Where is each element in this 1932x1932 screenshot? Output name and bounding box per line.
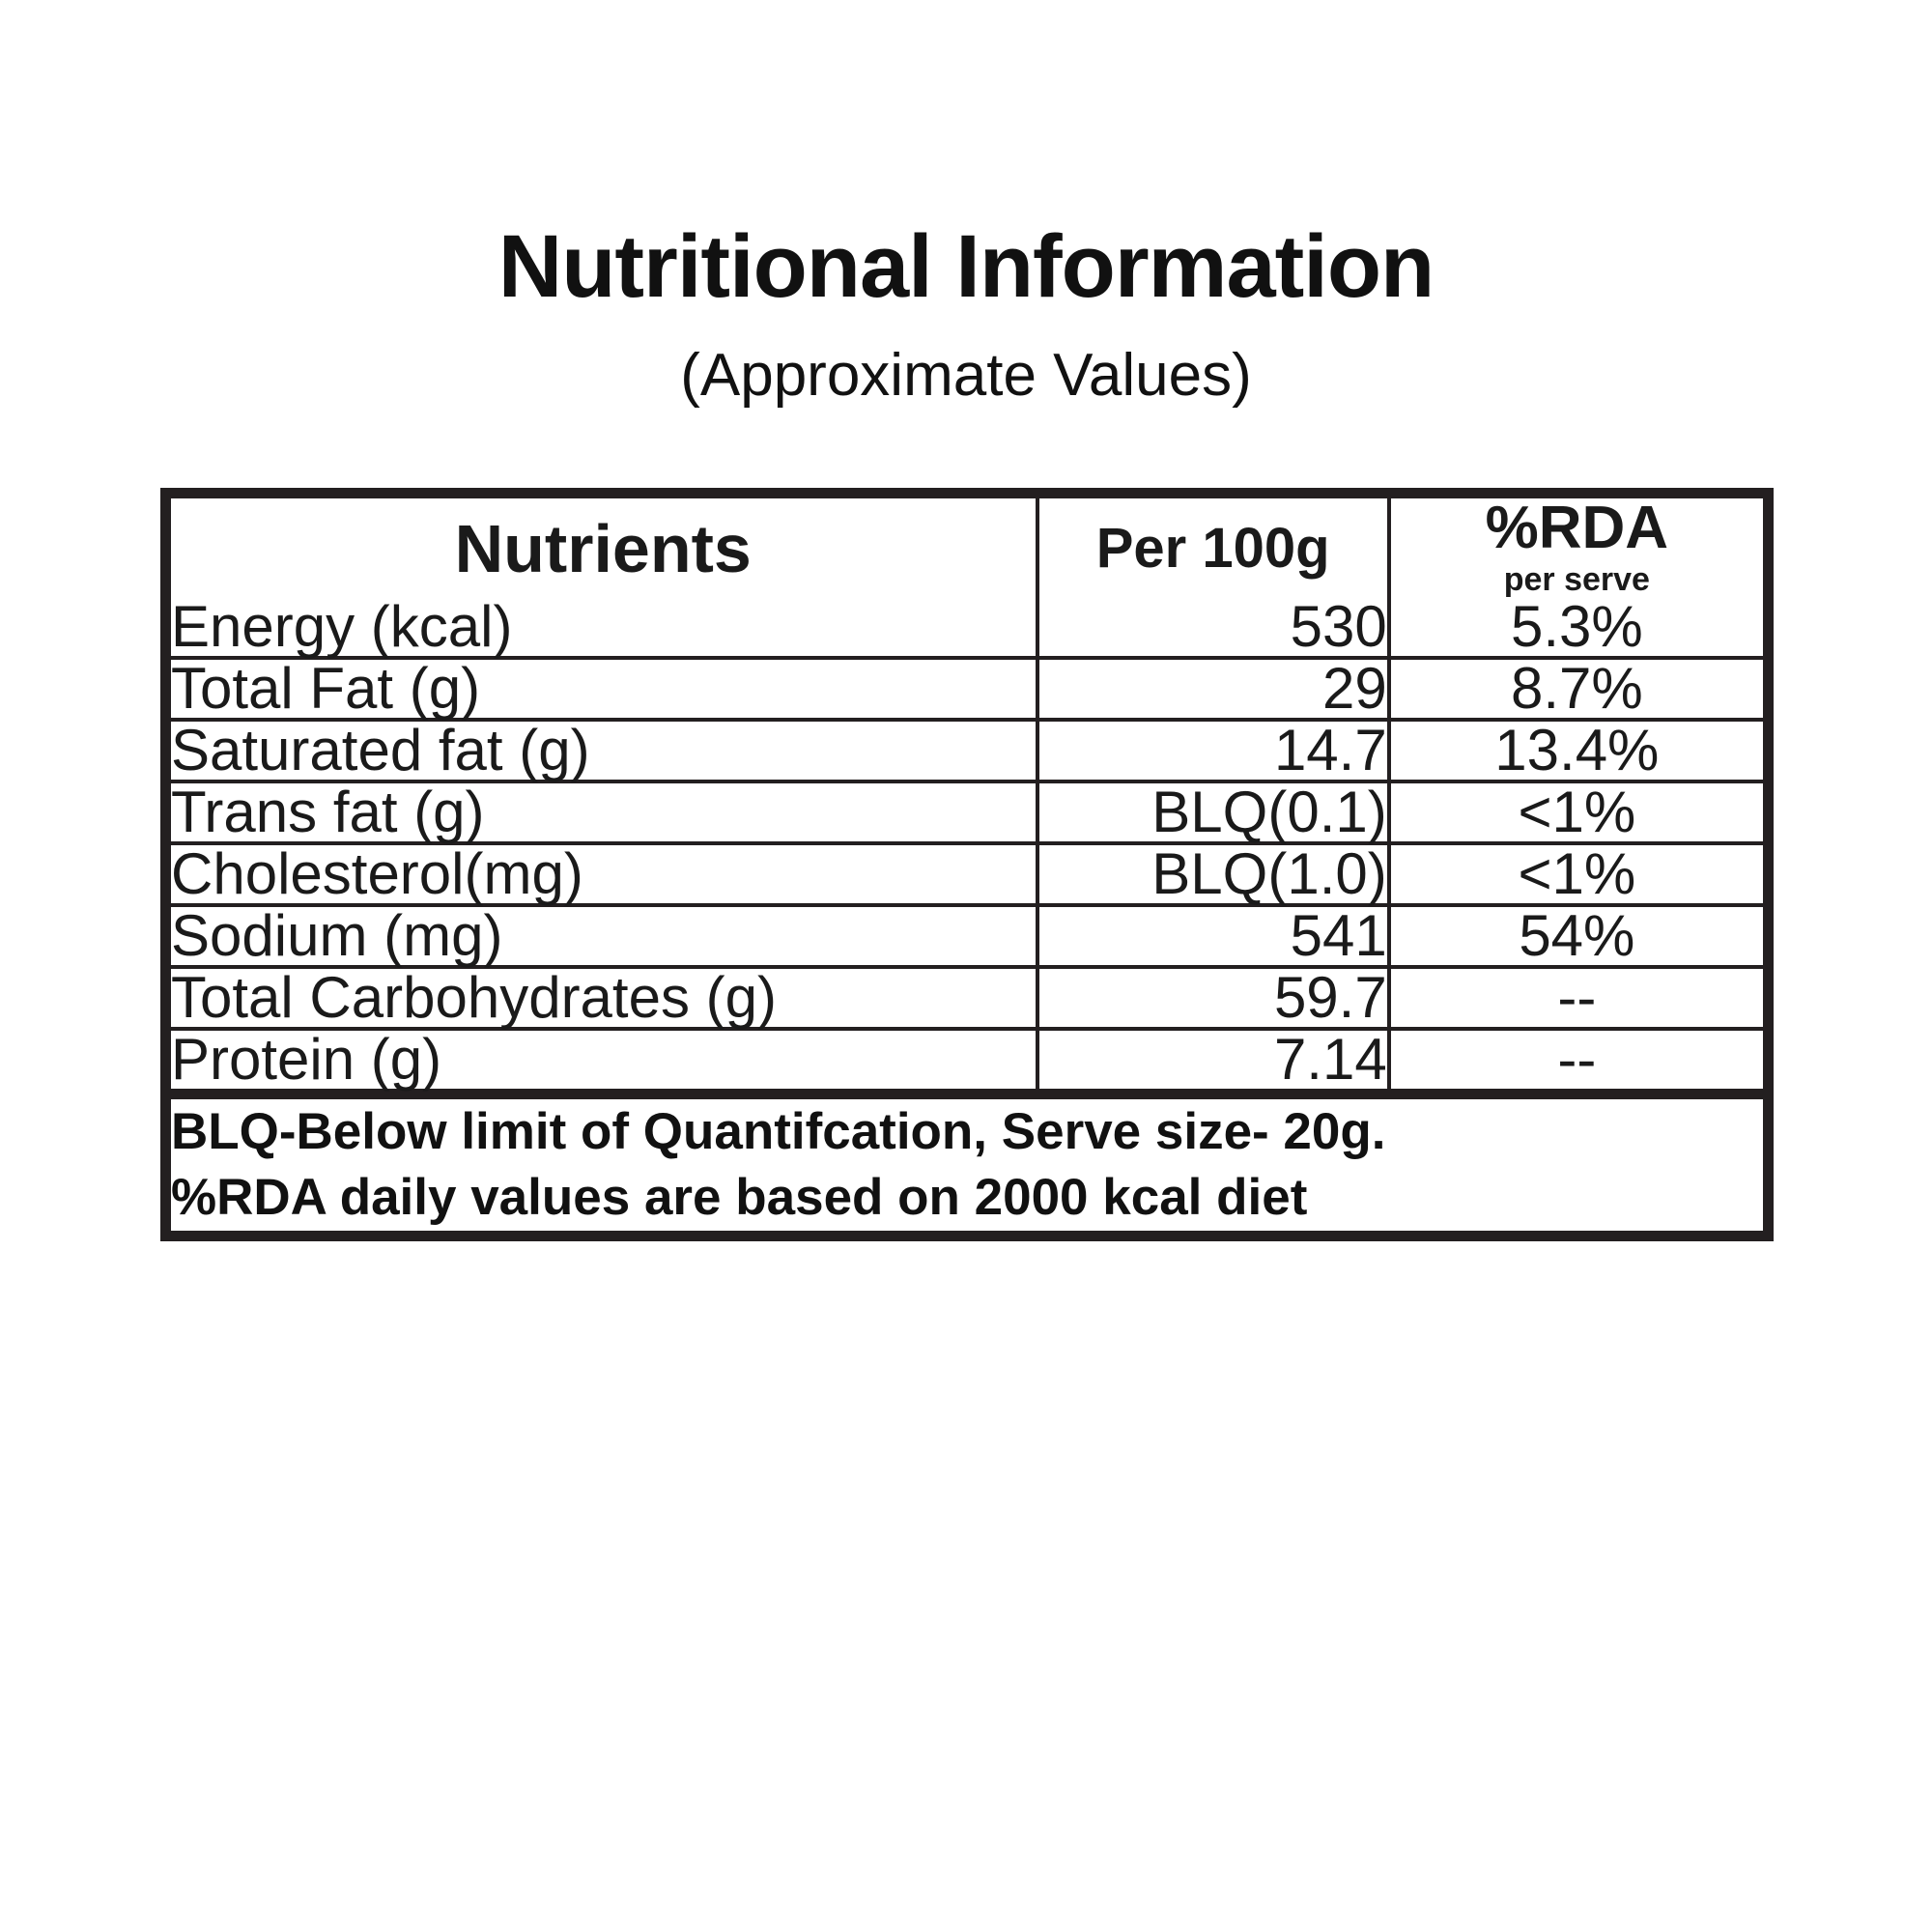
- table-row: [171, 843, 1763, 905]
- table-row: [171, 1029, 1763, 1094]
- nutrition-table-container: [160, 488, 1774, 1241]
- nutrient-name: Total Carbohydrates (g): [171, 967, 1037, 1029]
- nutrient-rda: <1%: [1389, 843, 1763, 905]
- nutrient-name: Saturated fat (g): [171, 720, 1037, 781]
- column-header-rda: [1389, 495, 1763, 598]
- nutrient-name: Trans fat (g): [171, 781, 1037, 843]
- footnote-text: [171, 1099, 1763, 1231]
- nutrient-rda: 54%: [1389, 905, 1763, 967]
- table-row: [171, 781, 1763, 843]
- nutrient-per-100g: 530: [1037, 598, 1389, 658]
- nutrient-per-100g: 541: [1037, 905, 1389, 967]
- nutrient-name: Energy (kcal): [171, 598, 1037, 658]
- nutrient-rda: 8.7%: [1389, 658, 1763, 720]
- column-header-rda-main: %RDA: [1485, 495, 1669, 561]
- nutrient-rda: --: [1389, 967, 1763, 1029]
- nutrient-rda: 5.3%: [1389, 598, 1763, 658]
- nutrient-per-100g: 7.14: [1037, 1029, 1389, 1094]
- nutrient-per-100g: BLQ(1.0): [1037, 843, 1389, 905]
- column-header-nutrients: Nutrients: [171, 498, 1037, 598]
- footnote-cell: [171, 1094, 1763, 1231]
- nutrient-name: Protein (g): [171, 1029, 1037, 1094]
- page-subtitle: (Approximate Values): [680, 341, 1252, 409]
- nutrient-name: Total Fat (g): [171, 658, 1037, 720]
- nutrient-name: Cholesterol(mg): [171, 843, 1037, 905]
- table-row: [171, 967, 1763, 1029]
- nutrient-per-100g: 59.7: [1037, 967, 1389, 1029]
- table-row: [171, 598, 1763, 658]
- nutrient-rda: 13.4%: [1389, 720, 1763, 781]
- nutrient-per-100g: BLQ(0.1): [1037, 781, 1389, 843]
- nutrient-rda: <1%: [1389, 781, 1763, 843]
- table-header-row: [171, 498, 1763, 598]
- nutrient-rda: --: [1389, 1029, 1763, 1094]
- footnote-line-1: BLQ-Below limit of Quantifcation, Serve size- 20g.: [171, 1103, 1386, 1161]
- table-row: [171, 720, 1763, 781]
- nutrition-table: [171, 495, 1763, 1231]
- table-row: [171, 905, 1763, 967]
- footnote-line-2: %RDA daily values are based on 2000 kcal diet: [171, 1169, 1308, 1227]
- column-header-rda-sub: per serve: [1503, 561, 1650, 598]
- page-title: Nutritional Information: [497, 217, 1435, 316]
- table-footnote-row: [171, 1094, 1763, 1231]
- nutrient-name: Sodium (mg): [171, 905, 1037, 967]
- nutrient-per-100g: 14.7: [1037, 720, 1389, 781]
- nutrient-per-100g: 29: [1037, 658, 1389, 720]
- label-header: [0, 217, 1932, 409]
- table-row: [171, 658, 1763, 720]
- column-header-per-100g: Per 100g: [1037, 498, 1389, 598]
